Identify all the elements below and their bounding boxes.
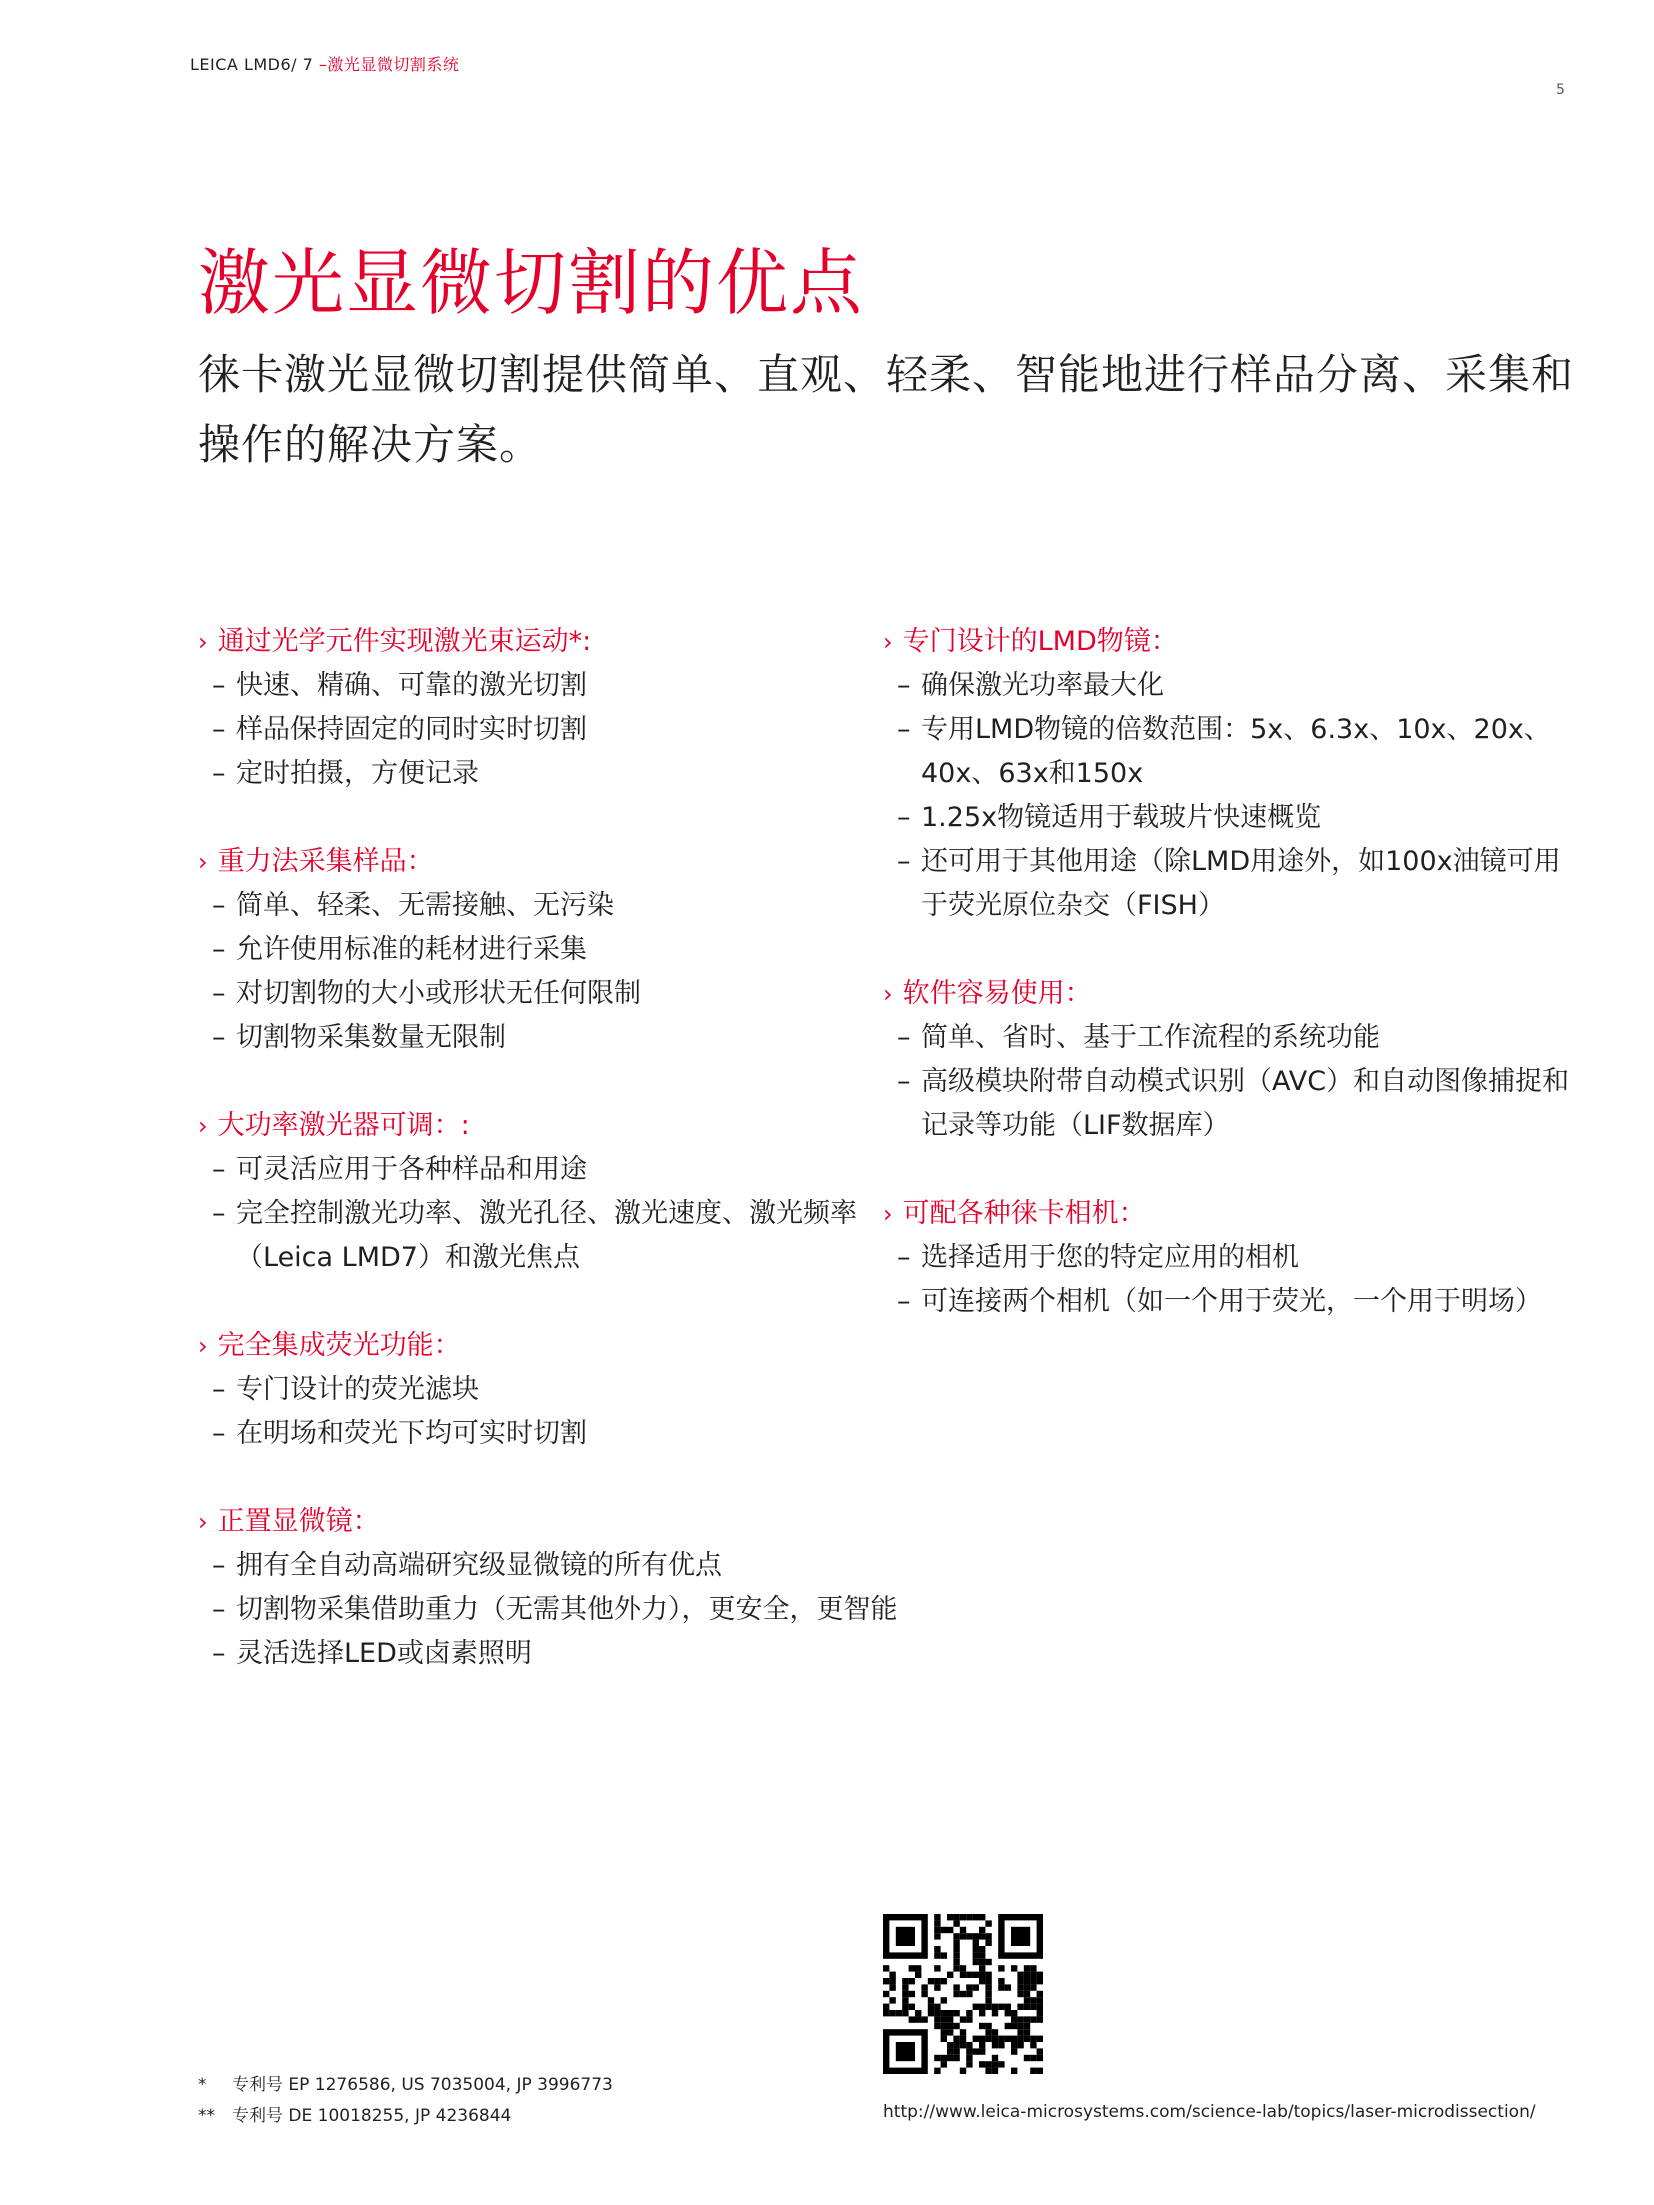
list-item xyxy=(883,1280,1583,1324)
dash-bullet: – xyxy=(212,934,226,965)
list-item xyxy=(198,972,898,1016)
footnote-text: 专利号 DE 10018255, JP 4236844 xyxy=(232,2106,512,2126)
dash-bullet: – xyxy=(212,1374,226,1405)
chevron-right-icon: › xyxy=(883,1200,893,1228)
header-subtitle: –激光显微切割系统 xyxy=(313,55,460,74)
list-item xyxy=(883,1016,1583,1060)
list-item-text: 选择适用于您的特定应用的相机 xyxy=(921,1242,1299,1273)
section-heading-text: 重力法采集样品： xyxy=(217,846,434,877)
list-item xyxy=(883,796,1583,840)
page-title: 激光显微切割的优点 xyxy=(198,241,865,325)
dash-bullet: – xyxy=(897,670,911,701)
list-item-text: 可连接两个相机（如一个用于荧光，一个用于明场） xyxy=(921,1286,1542,1317)
running-header xyxy=(190,52,459,75)
dash-bullet: – xyxy=(212,1594,226,1625)
list-item-text: 简单、轻柔、无需接触、无污染 xyxy=(236,890,614,921)
feature-section xyxy=(883,972,1583,1148)
footnote-text: 专利号 EP 1276586, US 7035004, JP 3996773 xyxy=(232,2075,613,2095)
dash-bullet: – xyxy=(212,978,226,1009)
dash-bullet: – xyxy=(897,1286,911,1317)
list-item-text: 切割物采集数量无限制 xyxy=(236,1022,506,1053)
list-item xyxy=(883,840,1583,928)
section-heading-text: 正置显微镜： xyxy=(217,1506,380,1537)
feature-section xyxy=(198,1500,898,1676)
qr-code-icon xyxy=(883,1914,1043,2074)
section-heading xyxy=(883,620,1583,664)
section-heading xyxy=(198,840,898,884)
section-heading-text: 软件容易使用： xyxy=(902,978,1092,1009)
footnotes xyxy=(198,2070,613,2132)
dash-bullet: – xyxy=(212,758,226,789)
dash-bullet: – xyxy=(212,1638,226,1669)
list-item-text: 拥有全自动高端研究级显微镜的所有优点 xyxy=(236,1550,722,1581)
dash-bullet: – xyxy=(212,1022,226,1053)
list-item-text: 快速、精确、可靠的激光切割 xyxy=(236,670,587,701)
list-item-text: 专门设计的荧光滤块 xyxy=(236,1374,479,1405)
list-item xyxy=(198,884,898,928)
list-item-text: 简单、省时、基于工作流程的系统功能 xyxy=(921,1022,1380,1053)
dash-bullet: – xyxy=(212,1154,226,1185)
chevron-right-icon: › xyxy=(883,980,893,1008)
list-item xyxy=(883,708,1583,796)
list-item xyxy=(198,1588,898,1632)
section-heading xyxy=(883,972,1583,1016)
dash-bullet: – xyxy=(897,1066,911,1097)
reference-link[interactable]: http://www.leica-microsystems.com/science-lab/topics/laser-microdissection/ xyxy=(883,2102,1536,2122)
list-item xyxy=(198,664,898,708)
list-item-text: 定时拍摄，方便记录 xyxy=(236,758,479,789)
header-brand: LEICA LMD6/ 7 xyxy=(190,55,314,74)
list-item xyxy=(883,664,1583,708)
footnote xyxy=(198,2101,613,2132)
chevron-right-icon: › xyxy=(198,1508,208,1536)
dash-bullet: – xyxy=(212,714,226,745)
list-item-text: 还可用于其他用途（除LMD用途外，如100x油镜可用于荧光原位杂交（FISH） xyxy=(921,846,1561,921)
list-item xyxy=(198,752,898,796)
feature-section xyxy=(198,620,898,796)
left-column xyxy=(198,620,898,1720)
chevron-right-icon: › xyxy=(198,628,208,656)
dash-bullet: – xyxy=(897,1022,911,1053)
list-item-text: 灵活选择LED或卤素照明 xyxy=(236,1638,532,1669)
list-item-text: 1.25x物镜适用于载玻片快速概览 xyxy=(921,802,1322,833)
list-item-text: 允许使用标准的耗材进行采集 xyxy=(236,934,587,965)
list-item xyxy=(883,1236,1583,1280)
section-heading-text: 专门设计的LMD物镜： xyxy=(902,626,1178,657)
feature-section xyxy=(198,840,898,1060)
page-number: 5 xyxy=(1556,82,1565,98)
list-item xyxy=(198,1368,898,1412)
chevron-right-icon: › xyxy=(883,628,893,656)
section-heading-text: 通过光学元件实现激光束运动*: xyxy=(217,626,592,657)
list-item-text: 切割物采集借助重力（无需其他外力），更安全，更智能 xyxy=(236,1594,898,1625)
lead-paragraph: 徕卡激光显微切割提供简单、直观、轻柔、智能地进行样品分离、采集和操作的解决方案。 xyxy=(198,350,1575,469)
list-item-text: 专用LMD物镜的倍数范围：5x、6.3x、10x、20x、40x、63x和150x xyxy=(921,714,1551,789)
list-item-text: 在明场和荧光下均可实时切割 xyxy=(236,1418,587,1449)
feature-section xyxy=(883,1192,1583,1324)
list-item xyxy=(198,1192,898,1280)
chevron-right-icon: › xyxy=(198,848,208,876)
dash-bullet: – xyxy=(212,1198,226,1229)
list-item-text: 对切割物的大小或形状无任何限制 xyxy=(236,978,641,1009)
dash-bullet: – xyxy=(897,1242,911,1273)
section-heading xyxy=(198,1324,898,1368)
list-item xyxy=(198,1632,898,1676)
list-item-text: 可灵活应用于各种样品和用途 xyxy=(236,1154,587,1185)
list-item xyxy=(883,1060,1583,1148)
dash-bullet: – xyxy=(212,1550,226,1581)
chevron-right-icon: › xyxy=(198,1332,208,1360)
dash-bullet: – xyxy=(897,714,911,745)
section-heading-text: 大功率激光器可调：: xyxy=(217,1110,470,1141)
feature-section xyxy=(883,620,1583,928)
footnote xyxy=(198,2070,613,2101)
section-heading-text: 完全集成荧光功能： xyxy=(217,1330,461,1361)
dash-bullet: – xyxy=(212,890,226,921)
list-item xyxy=(198,708,898,752)
dash-bullet: – xyxy=(897,846,911,877)
list-item-text: 完全控制激光功率、激光孔径、激光速度、激光频率（Leica LMD7）和激光焦点 xyxy=(236,1198,857,1273)
list-item xyxy=(198,1016,898,1060)
chevron-right-icon: › xyxy=(198,1112,208,1140)
dash-bullet: – xyxy=(897,802,911,833)
right-column xyxy=(883,620,1583,1368)
list-item xyxy=(198,1412,898,1456)
feature-section xyxy=(198,1104,898,1280)
list-item xyxy=(198,1148,898,1192)
section-heading-text: 可配各种徕卡相机： xyxy=(902,1198,1146,1229)
section-heading xyxy=(198,620,898,664)
section-heading xyxy=(883,1192,1583,1236)
list-item-text: 确保激光功率最大化 xyxy=(921,670,1164,701)
list-item xyxy=(198,928,898,972)
dash-bullet: – xyxy=(212,670,226,701)
footnote-mark: ** xyxy=(198,2106,215,2126)
list-item-text: 样品保持固定的同时实时切割 xyxy=(236,714,587,745)
feature-section xyxy=(198,1324,898,1456)
dash-bullet: – xyxy=(212,1418,226,1449)
list-item-text: 高级模块附带自动模式识别（AVC）和自动图像捕捉和记录等功能（LIF数据库） xyxy=(921,1066,1570,1141)
list-item xyxy=(198,1544,898,1588)
footnote-mark: * xyxy=(198,2075,207,2095)
section-heading xyxy=(198,1104,898,1148)
section-heading xyxy=(198,1500,898,1544)
